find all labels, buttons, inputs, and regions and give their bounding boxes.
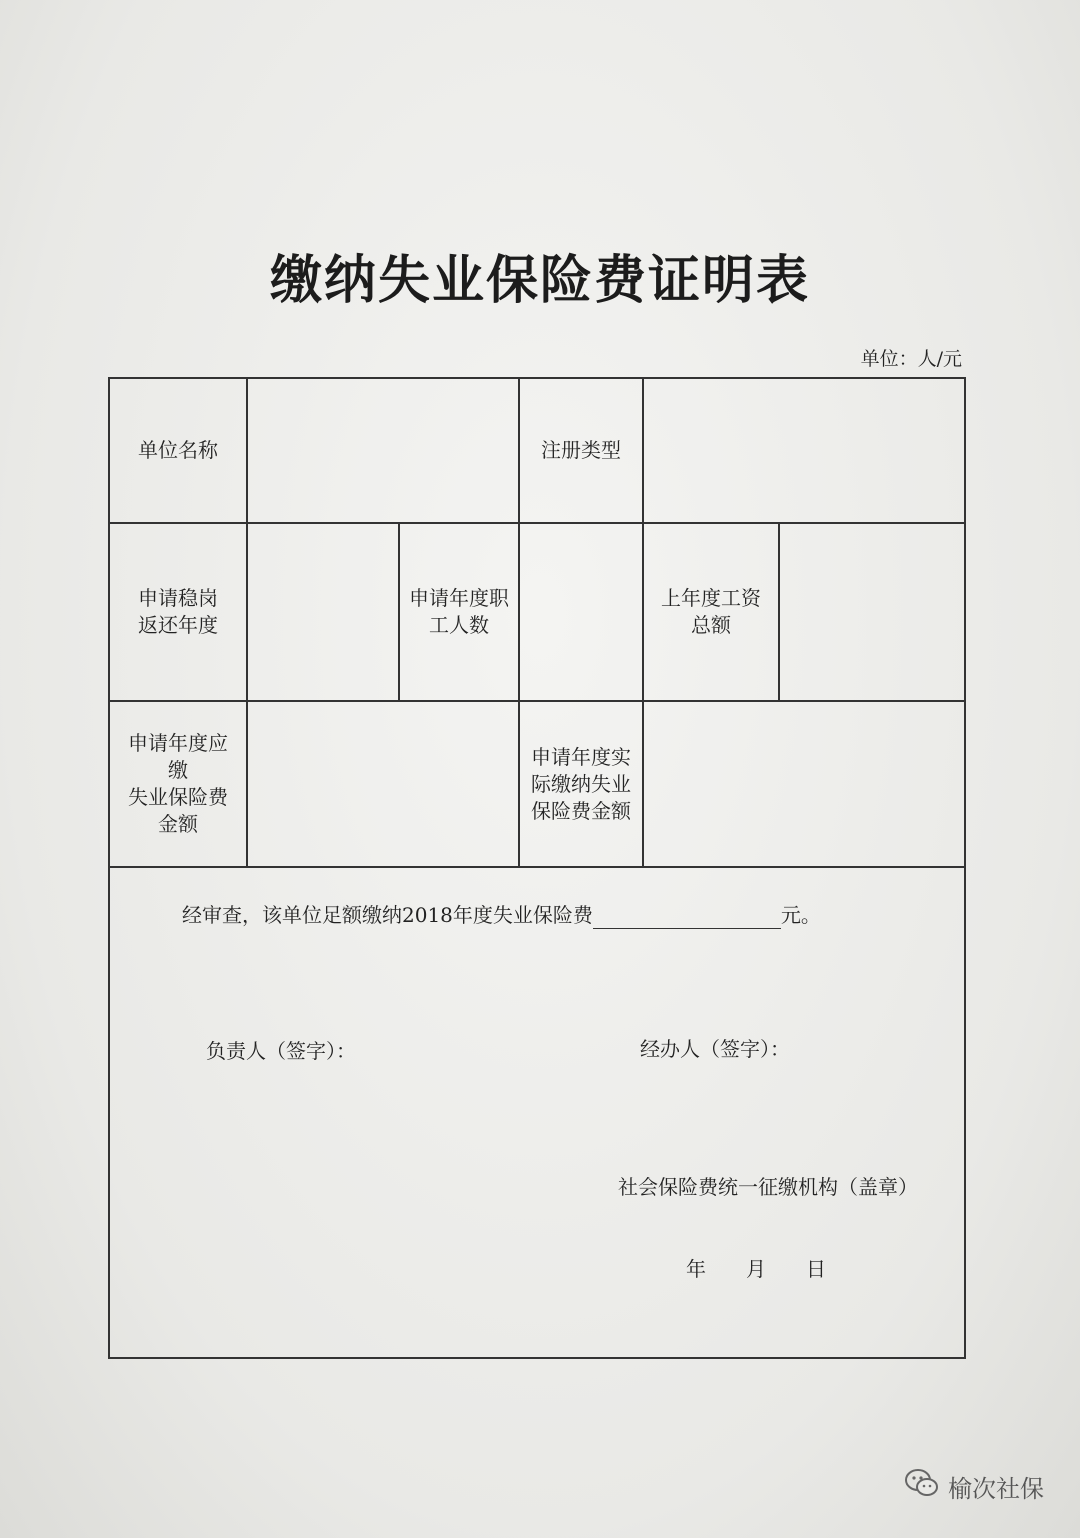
review-statement (182, 902, 821, 929)
actual-paid-label: 申请年度实 际缴纳失业 保险费金额 (531, 744, 631, 823)
employee-count-label-cell (398, 522, 520, 702)
last-year-wage-label-cell (642, 522, 780, 702)
document-title: 缴纳失业保险费证明表 (269, 251, 810, 311)
certificate-form (108, 377, 966, 1359)
responsible-signature-label: 负责人（签字）： (206, 1039, 356, 1063)
registration-type-field[interactable] (642, 377, 966, 524)
handler-signature-label: 经办人（签字）： (640, 1037, 790, 1061)
unit-name-label: 单位名称 (138, 438, 218, 462)
apply-year-label: 申请稳岗 返还年度 (138, 586, 218, 637)
apply-year-field[interactable] (246, 522, 400, 702)
date-label: 年 月 日 (686, 1257, 826, 1281)
registration-type-label: 注册类型 (541, 438, 621, 462)
last-year-wage-field[interactable] (778, 522, 966, 702)
actual-paid-label-cell (518, 700, 644, 868)
registration-type-label-cell (518, 377, 644, 524)
review-section (108, 866, 966, 1359)
unit-name-field[interactable] (246, 377, 520, 524)
last-year-wage-label: 上年度工资 总额 (661, 586, 761, 637)
unit-name-label-cell (108, 377, 248, 524)
payable-amount-field[interactable] (246, 700, 520, 868)
watermark (904, 1468, 1044, 1504)
employee-count-field[interactable] (518, 522, 644, 702)
employee-count-label: 申请年度职 工人数 (409, 586, 509, 637)
payable-amount-label-cell (108, 700, 248, 868)
wechat-icon (904, 1468, 940, 1504)
apply-year-label-cell (108, 522, 248, 702)
amount-blank-field[interactable] (593, 910, 781, 929)
watermark-text: 榆次社保 (948, 1474, 1044, 1503)
unit-note: 单位：人/元 (860, 348, 962, 370)
agency-seal-label: 社会保险费统一征缴机构（盖章） (618, 1175, 918, 1199)
actual-paid-field[interactable] (642, 700, 966, 868)
review-statement-prefix: 经审查，该单位足额缴纳2018年度失业保险费 (182, 903, 593, 927)
payable-amount-label: 申请年度应 缴 失业保险费 金额 (128, 731, 228, 836)
review-statement-suffix: 元。 (780, 903, 821, 927)
